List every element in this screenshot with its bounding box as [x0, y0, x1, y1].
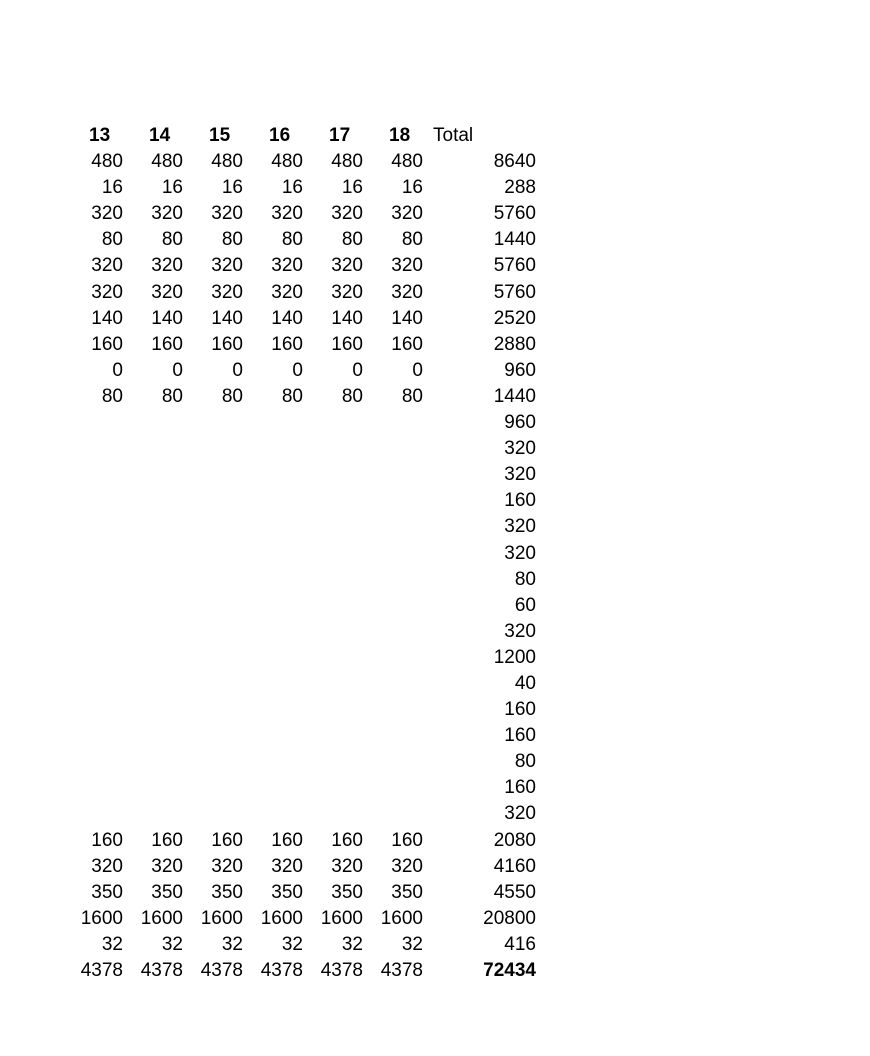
row-total-cell: 80	[514, 751, 536, 773]
table-cell: 320	[91, 255, 123, 277]
table-cell: 140	[211, 307, 243, 329]
table-row	[69, 906, 536, 932]
row-total-cell: 5760	[493, 255, 536, 277]
table-cell: 140	[331, 307, 363, 329]
table-cell	[69, 514, 129, 540]
row-total-cell: 320	[504, 464, 536, 486]
table-cell	[69, 410, 129, 436]
table-cell: 160	[91, 333, 123, 355]
row-total-cell: 160	[504, 699, 536, 721]
table-cell: 16	[341, 177, 363, 199]
table-cell	[369, 723, 429, 749]
table-cell	[69, 593, 129, 619]
table-cell: 0	[172, 359, 183, 381]
table-cell: 320	[91, 281, 123, 303]
table-row	[69, 410, 536, 436]
table-cell: 160	[271, 333, 303, 355]
table-cell	[129, 645, 189, 671]
table-cell	[69, 436, 129, 462]
table-cell: 0	[412, 359, 423, 381]
table-body	[69, 149, 536, 984]
table-cell: 160	[271, 829, 303, 851]
table-cell	[129, 801, 189, 827]
table-cell: 480	[391, 151, 423, 173]
table-cell	[189, 436, 249, 462]
column-header-14: 14	[149, 125, 171, 146]
row-total-cell: 4550	[493, 881, 536, 903]
table-cell	[129, 488, 189, 514]
table-cell: 320	[391, 255, 423, 277]
table-cell	[189, 514, 249, 540]
table-cell: 320	[331, 203, 363, 225]
table-cell	[249, 697, 309, 723]
table-row	[69, 253, 536, 279]
table-row	[69, 358, 536, 384]
table-cell	[189, 488, 249, 514]
table-row	[69, 541, 536, 567]
table-cell: 320	[211, 203, 243, 225]
table-cell	[309, 619, 369, 645]
table-cell	[69, 541, 129, 567]
table-cell	[69, 567, 129, 593]
table-cell: 320	[91, 203, 123, 225]
table-cell: 160	[151, 829, 183, 851]
table-cell: 350	[391, 881, 423, 903]
table-cell: 0	[112, 359, 123, 381]
table-row	[69, 775, 536, 801]
table-cell	[369, 697, 429, 723]
row-total-cell: 8640	[493, 151, 536, 173]
table-cell	[249, 593, 309, 619]
column-header-17: 17	[329, 125, 351, 146]
table-row	[69, 332, 536, 358]
table-cell: 320	[151, 203, 183, 225]
table-cell: 320	[151, 255, 183, 277]
table-cell	[309, 488, 369, 514]
table-cell: 160	[391, 829, 423, 851]
table-cell	[69, 749, 129, 775]
table-cell	[129, 775, 189, 801]
table-cell	[69, 801, 129, 827]
table-cell	[129, 514, 189, 540]
table-row	[69, 514, 536, 540]
table-cell: 16	[281, 177, 303, 199]
table-row	[69, 593, 536, 619]
table-cell: 80	[341, 385, 363, 407]
table-cell: 16	[161, 177, 183, 199]
row-total-cell: 2080	[493, 829, 536, 851]
table-cell	[189, 567, 249, 593]
table-cell: 80	[401, 229, 423, 251]
table-cell	[129, 671, 189, 697]
header-row	[69, 123, 536, 149]
table-cell	[369, 514, 429, 540]
table-row	[69, 697, 536, 723]
table-cell	[309, 775, 369, 801]
table-cell	[189, 749, 249, 775]
table-cell	[189, 645, 249, 671]
table-cell	[369, 801, 429, 827]
table-cell: 80	[341, 229, 363, 251]
table-cell	[189, 775, 249, 801]
table-cell: 320	[151, 281, 183, 303]
table-cell	[309, 749, 369, 775]
table-cell: 1600	[80, 907, 123, 929]
table-cell	[309, 514, 369, 540]
table-cell: 160	[331, 333, 363, 355]
table-header	[69, 123, 536, 149]
table-cell: 320	[331, 281, 363, 303]
table-cell: 480	[271, 151, 303, 173]
row-total-cell: 5760	[493, 203, 536, 225]
table-cell	[129, 462, 189, 488]
table-cell: 80	[101, 229, 123, 251]
table-cell	[249, 775, 309, 801]
table-row	[69, 488, 536, 514]
table-cell: 320	[391, 281, 423, 303]
table-cell: 350	[331, 881, 363, 903]
table-cell: 4378	[80, 960, 123, 981]
table-cell: 320	[271, 255, 303, 277]
table-cell: 4378	[320, 960, 363, 981]
table-cell	[69, 462, 129, 488]
table-cell	[249, 567, 309, 593]
table-cell	[309, 801, 369, 827]
table-cell: 80	[161, 229, 183, 251]
table-cell: 0	[292, 359, 303, 381]
table-cell: 16	[101, 177, 123, 199]
table-cell: 320	[271, 281, 303, 303]
table-cell	[309, 541, 369, 567]
table-cell	[309, 462, 369, 488]
table-cell	[69, 619, 129, 645]
table-row	[69, 932, 536, 958]
table-cell: 320	[391, 203, 423, 225]
table-cell	[189, 593, 249, 619]
data-table	[69, 123, 536, 984]
table-cell: 160	[211, 829, 243, 851]
table-cell: 320	[271, 203, 303, 225]
table-cell: 140	[391, 307, 423, 329]
table-cell: 350	[211, 881, 243, 903]
table-row	[69, 384, 536, 410]
table-cell	[249, 671, 309, 697]
table-row	[69, 801, 536, 827]
table-cell: 140	[271, 307, 303, 329]
table-cell	[309, 410, 369, 436]
table-cell	[249, 801, 309, 827]
table-cell	[189, 541, 249, 567]
row-total-cell: 160	[504, 490, 536, 512]
row-total-cell: 5760	[493, 281, 536, 303]
table-cell	[249, 514, 309, 540]
table-cell: 16	[401, 177, 423, 199]
table-cell: 1600	[200, 907, 243, 929]
table-cell	[129, 697, 189, 723]
table-cell: 160	[151, 333, 183, 355]
table-cell	[249, 488, 309, 514]
table-row	[69, 280, 536, 306]
table-cell	[249, 749, 309, 775]
row-total-cell: 960	[504, 359, 536, 381]
row-total-cell: 1440	[493, 229, 536, 251]
table-cell	[369, 462, 429, 488]
row-total-cell: 80	[514, 568, 536, 590]
table-row	[69, 958, 536, 984]
table-cell: 4378	[140, 960, 183, 981]
table-cell: 160	[331, 829, 363, 851]
table-cell	[369, 749, 429, 775]
table-cell	[189, 462, 249, 488]
table-cell: 0	[232, 359, 243, 381]
table-cell: 32	[221, 933, 243, 955]
column-header-total: Total	[433, 125, 474, 146]
table-cell	[189, 697, 249, 723]
table-row	[69, 436, 536, 462]
table-cell	[69, 775, 129, 801]
table-cell: 140	[151, 307, 183, 329]
table-cell: 4378	[260, 960, 303, 981]
row-total-cell: 320	[504, 542, 536, 564]
table-cell	[129, 749, 189, 775]
row-total-cell: 416	[504, 933, 536, 955]
table-cell	[69, 697, 129, 723]
table-cell: 1600	[260, 907, 303, 929]
table-cell	[69, 671, 129, 697]
table-cell	[69, 645, 129, 671]
table-cell	[309, 671, 369, 697]
table-cell	[129, 593, 189, 619]
table-row	[69, 149, 536, 175]
column-header-16: 16	[269, 125, 291, 146]
table-cell	[309, 697, 369, 723]
row-total-cell: 320	[504, 516, 536, 538]
table-row	[69, 828, 536, 854]
table-cell	[189, 671, 249, 697]
table-row	[69, 462, 536, 488]
table-cell: 480	[151, 151, 183, 173]
table-cell	[369, 619, 429, 645]
row-total-cell: 1200	[493, 646, 536, 668]
table-cell	[369, 541, 429, 567]
table-cell: 32	[101, 933, 123, 955]
table-row	[69, 749, 536, 775]
table-cell: 320	[331, 255, 363, 277]
table-cell	[249, 645, 309, 671]
table-cell: 350	[91, 881, 123, 903]
table-cell	[369, 567, 429, 593]
table-cell: 4378	[380, 960, 423, 981]
table-cell	[249, 541, 309, 567]
table-row	[69, 619, 536, 645]
table-row	[69, 175, 536, 201]
table-cell	[309, 436, 369, 462]
table-cell: 320	[211, 281, 243, 303]
table-row	[69, 201, 536, 227]
table-cell: 160	[391, 333, 423, 355]
table-cell: 350	[151, 881, 183, 903]
table-cell	[369, 645, 429, 671]
table-cell	[129, 410, 189, 436]
table-cell	[189, 801, 249, 827]
table-cell: 160	[211, 333, 243, 355]
row-total-cell: 160	[504, 777, 536, 799]
table-cell	[249, 619, 309, 645]
row-total-cell: 4160	[493, 855, 536, 877]
table-cell: 80	[281, 229, 303, 251]
table-cell	[369, 488, 429, 514]
table-cell	[129, 619, 189, 645]
column-header-13: 13	[89, 125, 111, 146]
table-row	[69, 567, 536, 593]
table-cell	[369, 410, 429, 436]
table-cell: 80	[221, 229, 243, 251]
table-cell	[249, 410, 309, 436]
table-row	[69, 671, 536, 697]
table-cell: 0	[352, 359, 363, 381]
table-cell	[369, 775, 429, 801]
table-row	[69, 645, 536, 671]
row-total-cell: 960	[504, 412, 536, 434]
table-cell: 80	[161, 385, 183, 407]
table-cell	[69, 488, 129, 514]
table-cell: 32	[401, 933, 423, 955]
table-cell	[129, 567, 189, 593]
table-cell: 320	[91, 855, 123, 877]
table-cell: 480	[331, 151, 363, 173]
row-total-cell: 2880	[493, 333, 536, 355]
column-header-18: 18	[389, 125, 411, 146]
table-cell	[249, 436, 309, 462]
table-cell: 320	[151, 855, 183, 877]
row-total-cell: 288	[504, 177, 536, 199]
table-cell	[189, 619, 249, 645]
column-header-15: 15	[209, 125, 231, 146]
table-cell: 80	[281, 385, 303, 407]
table-cell: 320	[211, 855, 243, 877]
table-row	[69, 306, 536, 332]
table-cell: 320	[331, 855, 363, 877]
row-total-cell: 320	[504, 620, 536, 642]
table-cell: 480	[91, 151, 123, 173]
row-total-cell: 20800	[483, 907, 536, 929]
table-cell: 480	[211, 151, 243, 173]
table-cell: 140	[91, 307, 123, 329]
table-cell: 32	[341, 933, 363, 955]
table-cell	[249, 723, 309, 749]
table-cell: 32	[161, 933, 183, 955]
row-total-cell: 60	[514, 594, 536, 616]
spreadsheet-area	[0, 123, 870, 984]
table-cell: 32	[281, 933, 303, 955]
table-cell: 16	[221, 177, 243, 199]
row-total-cell: 320	[504, 438, 536, 460]
table-cell	[369, 436, 429, 462]
table-cell	[309, 567, 369, 593]
table-cell: 1600	[380, 907, 423, 929]
table-cell	[189, 410, 249, 436]
table-cell	[369, 671, 429, 697]
row-total-cell: 1440	[493, 385, 536, 407]
table-cell: 80	[221, 385, 243, 407]
table-cell: 1600	[320, 907, 363, 929]
table-cell	[129, 723, 189, 749]
table-cell	[249, 462, 309, 488]
table-cell	[69, 723, 129, 749]
table-cell	[129, 541, 189, 567]
table-row	[69, 723, 536, 749]
table-cell: 350	[271, 881, 303, 903]
table-cell: 80	[101, 385, 123, 407]
table-cell: 160	[91, 829, 123, 851]
table-cell	[309, 723, 369, 749]
row-total-cell: 40	[514, 672, 536, 694]
table-cell: 320	[391, 855, 423, 877]
table-cell: 4378	[200, 960, 243, 981]
row-total-cell: 320	[504, 803, 536, 825]
table-cell	[189, 723, 249, 749]
table-cell	[129, 436, 189, 462]
row-total-cell: 160	[504, 725, 536, 747]
table-cell: 1600	[140, 907, 183, 929]
row-total-cell: 2520	[493, 307, 536, 329]
table-cell: 80	[401, 385, 423, 407]
table-row	[69, 854, 536, 880]
table-row	[69, 227, 536, 253]
table-row	[69, 880, 536, 906]
grand-total-cell: 72434	[483, 960, 536, 981]
table-cell: 320	[211, 255, 243, 277]
table-cell	[309, 645, 369, 671]
table-cell: 320	[271, 855, 303, 877]
table-cell	[369, 593, 429, 619]
table-cell	[309, 593, 369, 619]
